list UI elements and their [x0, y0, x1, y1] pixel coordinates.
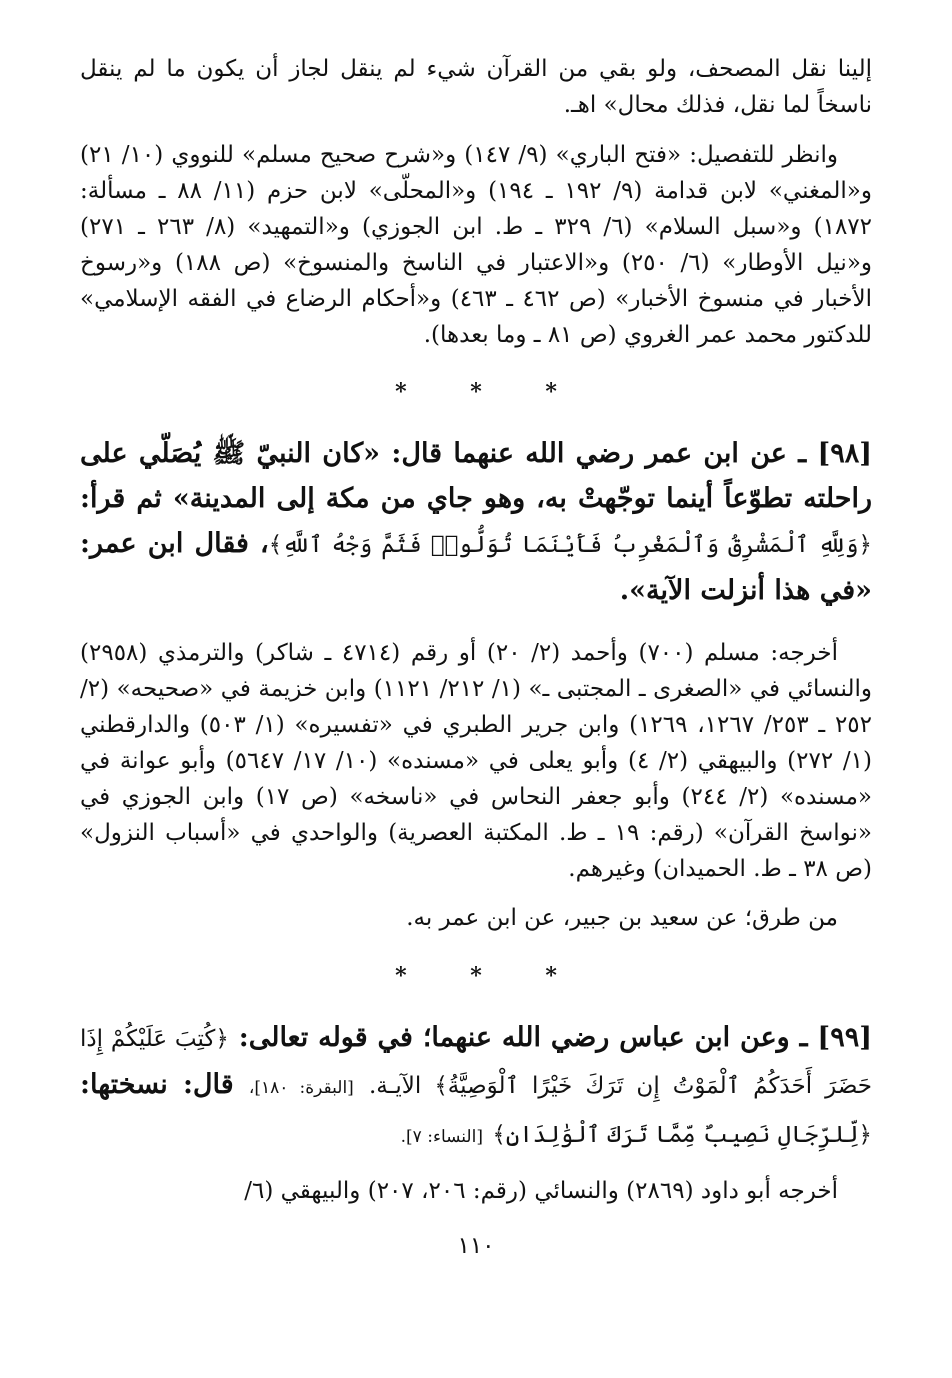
intro-paragraph: إلينا نقل المصحف، ولو بقي من القرآن شيء لم ينقل لجاز أن يكون ما لم ينقل ناسخاً لما نقل، فذلك محال» اهـ.: [80, 56, 872, 118]
takhrij-99-paragraph: أخرجه أبو داود (٢٨٦٩) والنسائي (رقم: ٢٠٦، ٢٠٧) والبيهقي (٦/: [244, 1177, 838, 1204]
hadith-99-quran-2: ﴿لِّلرِّجَالِ نَصِيبٌ مِّمَّا تَرَكَ ٱلْوَٰلِدَانِ﴾: [492, 1121, 872, 1148]
section-separator-2: * * *: [395, 962, 585, 989]
hadith-99: [80, 1015, 872, 1160]
hadith-98-quran: ﴿وَلِلَّهِ ٱلْمَشْرِقُ وَٱلْمَغْرِبُ فَأَيْنَمَا تُوَلُّوا۟ فَثَمَّ وَجْهُ ٱللَّهِ﴾: [268, 532, 872, 558]
page-number: ١١٠: [457, 1233, 495, 1259]
hadith-99-text: ـ وعن ابن عباس رضي الله عنهما؛ في قوله تعالى:: [238, 1021, 808, 1053]
hadith-99-text-middle: قال: نسختها:: [80, 1068, 234, 1100]
section-separator: * * *: [395, 379, 585, 405]
hadith-98-text: ـ عن ابن عمر رضي الله عنهما قال: «كان النبيّ ﷺ يُصَلّي على راحلته تطوّعاً أينما توجّهتْ به، وهو جاي من مكة إلى المدينة» ثم قرأ:: [80, 438, 872, 514]
hadith-99-quran-1: ﴿كُتِبَ عَلَيْكُمْ إِذَا حَضَرَ أَحَدَكُمُ ٱلْمَوْتُ إِن تَرَكَ خَيْرًا ٱلْوَصِيَّةُ﴾ الآيـة.: [80, 1025, 872, 1099]
hadith-98-number: [٩٨]: [817, 438, 873, 469]
chain-98-paragraph: من طرق؛ عن سعيد بن جبير، عن ابن عمر به.: [406, 905, 838, 931]
hadith-99-quran-1-source: [البقرة: ١٨٠]،: [248, 1077, 354, 1098]
takhrij-98-paragraph: أخرجه: مسلم (٧٠٠) وأحمد (٢/ ٢٠) أو رقم (٤٧١٤ ـ شاكر) والترمذي (٢٩٥٨) والنسائي في «الصغرى ـ المجتبى ـ» (١/ ٢١٢/ ١١٢١) وابن خزيمة في «صحيحه» (٢/ ٢٥٢ ـ ٢٥٣/ ١٢٦٧، ١٢٦٩) وابن جرير الطبري في «تفسيره» (١/ ٥٠٣) والدارقطني (١/ ٢٧٢) والبيهقي (٢/ ٤) وأبو يعلى في «مسنده» (١٠/ ١٧/ ٥٦٤٧) وأبو عوانة في «مسنده» (٢/ ٢٤٤) وأبو جعفر النحاس في «ناسخه» (ص ١٧) وابن الجوزي في «نواسخ القرآن» (رقم: ١٩ ـ ط. المكتبة العصرية) والواحدي في «أسباب النزول» (ص ٣٨ ـ ط. الحميدان) وغيرهم.: [80, 640, 872, 882]
references-paragraph: وانظر للتفصيل: «فتح الباري» (٩/ ١٤٧) و«شرح صحيح مسلم» للنووي (١٠/ ٢١) و«المغني» لابن قدامة (٩/ ١٩٢ ـ ١٩٤) و«المحلّى» لابن حزم (١١/ ٨٨ ـ مسألة: ١٨٧٢) و«سبل السلام» (٦/ ٣٢٩ ـ ط. ابن الجوزي) و«التمهيد» (٨/ ٢٦٣ ـ ٢٧١) و«نيل الأوطار» (٦/ ٢٥٠) و«الاعتبار في الناسخ والمنسوخ» (ص ١٨٨) و«رسوخ الأخبار في منسوخ الأخبار» (ص ٤٦٢ ـ ٤٦٣) و«أحكام الرضاع في الفقه الإسلامي» للدكتور محمد عمر الغروي (ص ٨١ ـ وما بعدها).: [80, 142, 873, 348]
book-page: [80, 52, 872, 1261]
hadith-98: [80, 431, 872, 613]
hadith-99-quran-2-source: [النساء: ٧].: [400, 1126, 483, 1147]
hadith-98-text-after: ، فقال ابن عمر: «في هذا أنزلت الآية».: [80, 528, 872, 606]
hadith-99-number: [٩٩]: [817, 1021, 872, 1053]
